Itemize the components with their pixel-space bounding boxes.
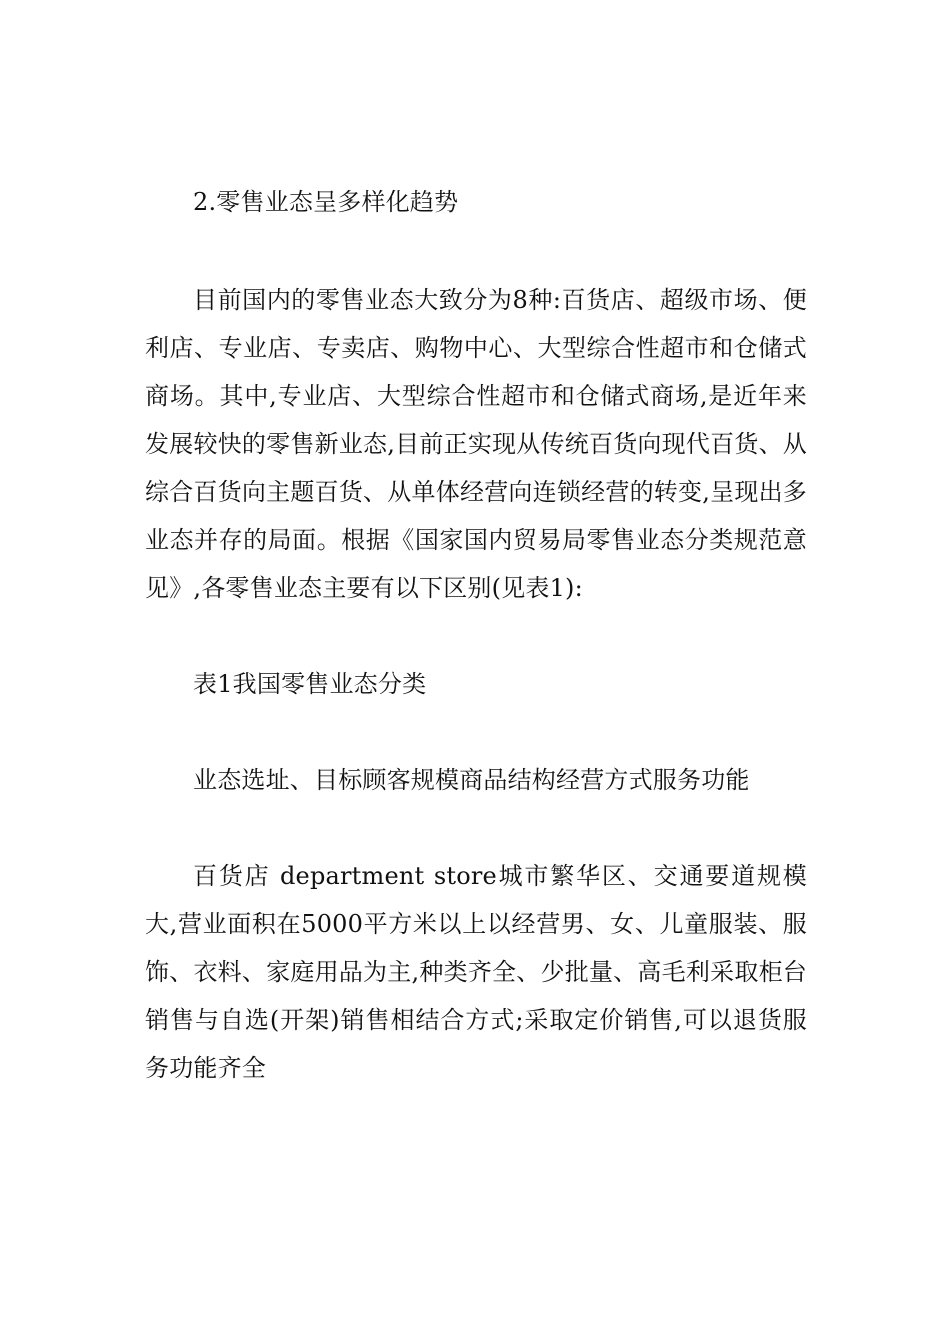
spacer (145, 226, 807, 276)
spacer (145, 804, 807, 852)
table-caption: 表1我国零售业态分类 (193, 670, 427, 698)
spacer (145, 708, 807, 756)
paragraph: 目前国内的零售业态大致分为8种:百货店、超级市场、便利店、专业店、专卖店、购物中心、大型综合性超市和仓储式商场。其中,专业店、大型综合性超市和仓储式商场,是近年来发展较快的零售新业态,目前正实现从传统百货向现代百货、从综合百货向主题百货、从单体经营向连锁经营的转变,呈现出多业态并存的局面。根据《国家国内贸易局零售业态分类规范意见》,各零售业态主要有以下区别(见表1): (145, 286, 807, 602)
table-row: 百货店 department store城市繁华区、交通要道规模大,营业面积在5000平方米以上以经营男、女、儿童服装、服饰、衣料、家庭用品为主,种类齐全、少批量、高毛利采取柜台销售与自选(开架)销售相结合方式;采取定价销售,可以退货服务功能齐全 (145, 862, 807, 1082)
section-heading: 2.零售业态呈多样化趋势 (193, 188, 459, 216)
spacer (145, 612, 807, 660)
document-body (145, 178, 807, 1092)
table-header-row: 业态选址、目标顾客规模商品结构经营方式服务功能 (193, 766, 750, 794)
